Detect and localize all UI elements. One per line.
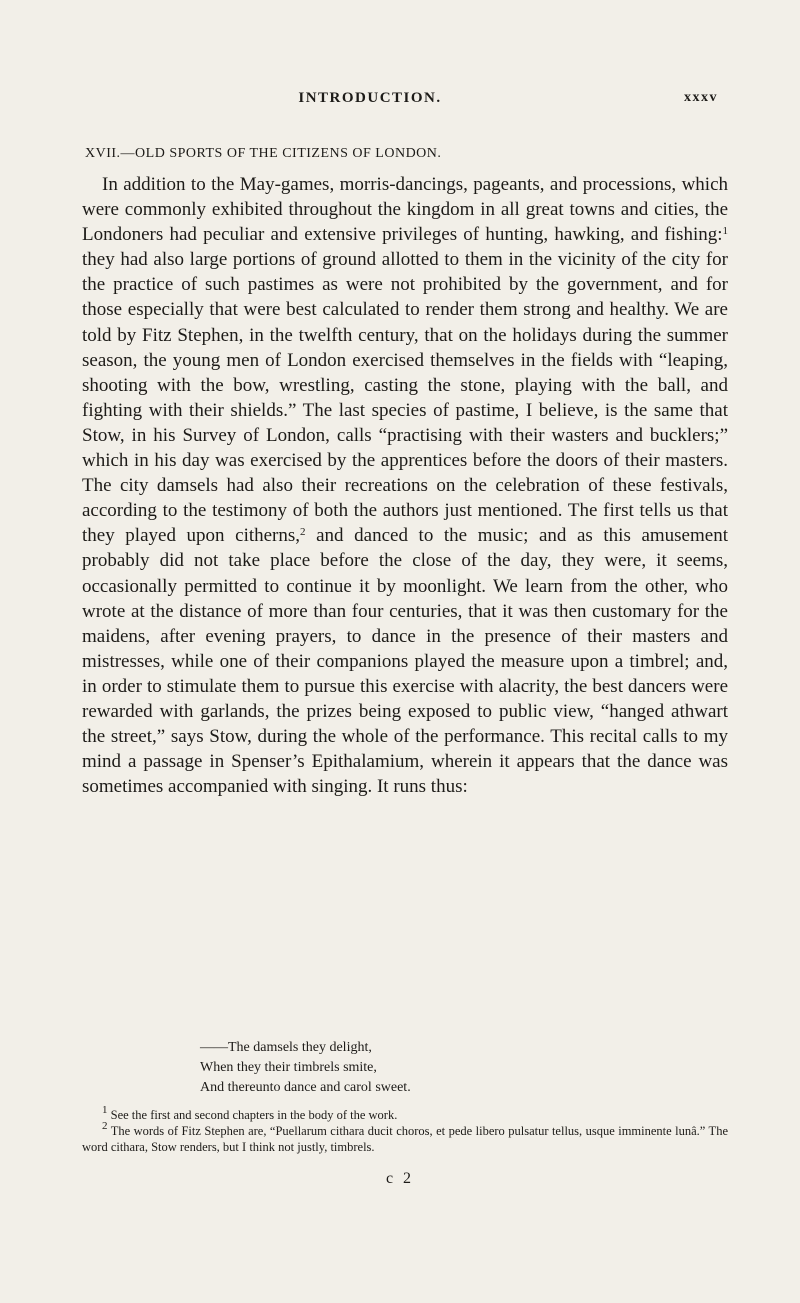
body-text-part-1: In addition to the May-games, morris-dancings, pageants, and processions, which were commonly exhibited throughout the kingdom in all great towns and cities, the Londoners had peculiar and extensive privileges of hunting, hawking, and fishing: [82,174,728,246]
footnote-2-text: The words of Fitz Stephen are, “Puellarum cithara ducit choros, et pede libero pulsatur tellus, usque imminente lunâ.” The word cithara, Stow renders, but I think not justly, timbrels. [82,1124,728,1154]
verse-line-1: ——The damsels they delight, [200,1040,372,1055]
footnote-ref-2: 2 [300,526,306,539]
signature-mark: c 2 [385,1170,415,1187]
body-text-part-3: and danced to the music; and as this amusement probably did not take place before the close of the day, they were, it seems, occasionally permitted to continue it by moonlight. We learn from the other, who wrote at the distance of more than four centuries, that it was then customary for the maidens, after evening prayers, to dance in the presence of their masters and mistresses, while one of their companions played the measure upon a timbrel; and, in order to stimulate them to pursue this exercise with alacrity, the best dancers were rewarded with garlands, the prizes being exposed to public view, “hanged athwart the street,” says Stow, during the whole of the performance. This recital calls to my mind a passage in Spenser’s Epithalamium, wherein it appears that the dance was sometimes accompanied with singing. It runs thus: [82,525,728,798]
page-number: xxxv [684,90,718,105]
footnote-2 [82,1119,728,1155]
body-text-part-2: they had also large portions of ground allotted to them in the vicinity of the city for the practice of such pastimes as were not prohibited by the government, and for those especially that were best calculated to render them strong and healthy. We are told by Fitz Stephen, in the twelfth century, that on the holidays during the summer season, the young men of London exercised themselves in the fields with “leaping, shooting with the bow, wrestling, casting the stone, playing with the ball, and fighting with their shields.” The last species of pastime, I believe, is the same that Stow, in his Survey of London, calls “practising with their wasters and bucklers;” which in his day was exercised by the apprentices before the doors of their masters. The city damsels had also their recreations on the celebration of these festivals, according to the testimony of both the authors just mentioned. The first tells us that they played upon citherns, [82,249,728,547]
running-title: INTRODUCTION. [298,90,442,106]
footnote-1 [82,1103,728,1123]
footnotes [82,1103,728,1155]
footnote-1-text: See the first and second chapters in the body of the work. [107,1108,398,1122]
body-text [82,172,728,799]
footnote-ref-1: 1 [722,225,728,238]
body-paragraph [82,172,728,799]
verse-line-2: When they their timbrels smite, [200,1060,377,1075]
footnote-2-marker: 2 [102,1119,108,1132]
verse-quotation [200,1038,600,1098]
running-head [0,90,800,114]
section-heading: XVII.—OLD SPORTS OF THE CITIZENS OF LONDON. [85,146,442,161]
footnote-1-marker: 1 [102,1103,108,1116]
verse-line-3: And thereunto dance and carol sweet. [200,1080,411,1095]
